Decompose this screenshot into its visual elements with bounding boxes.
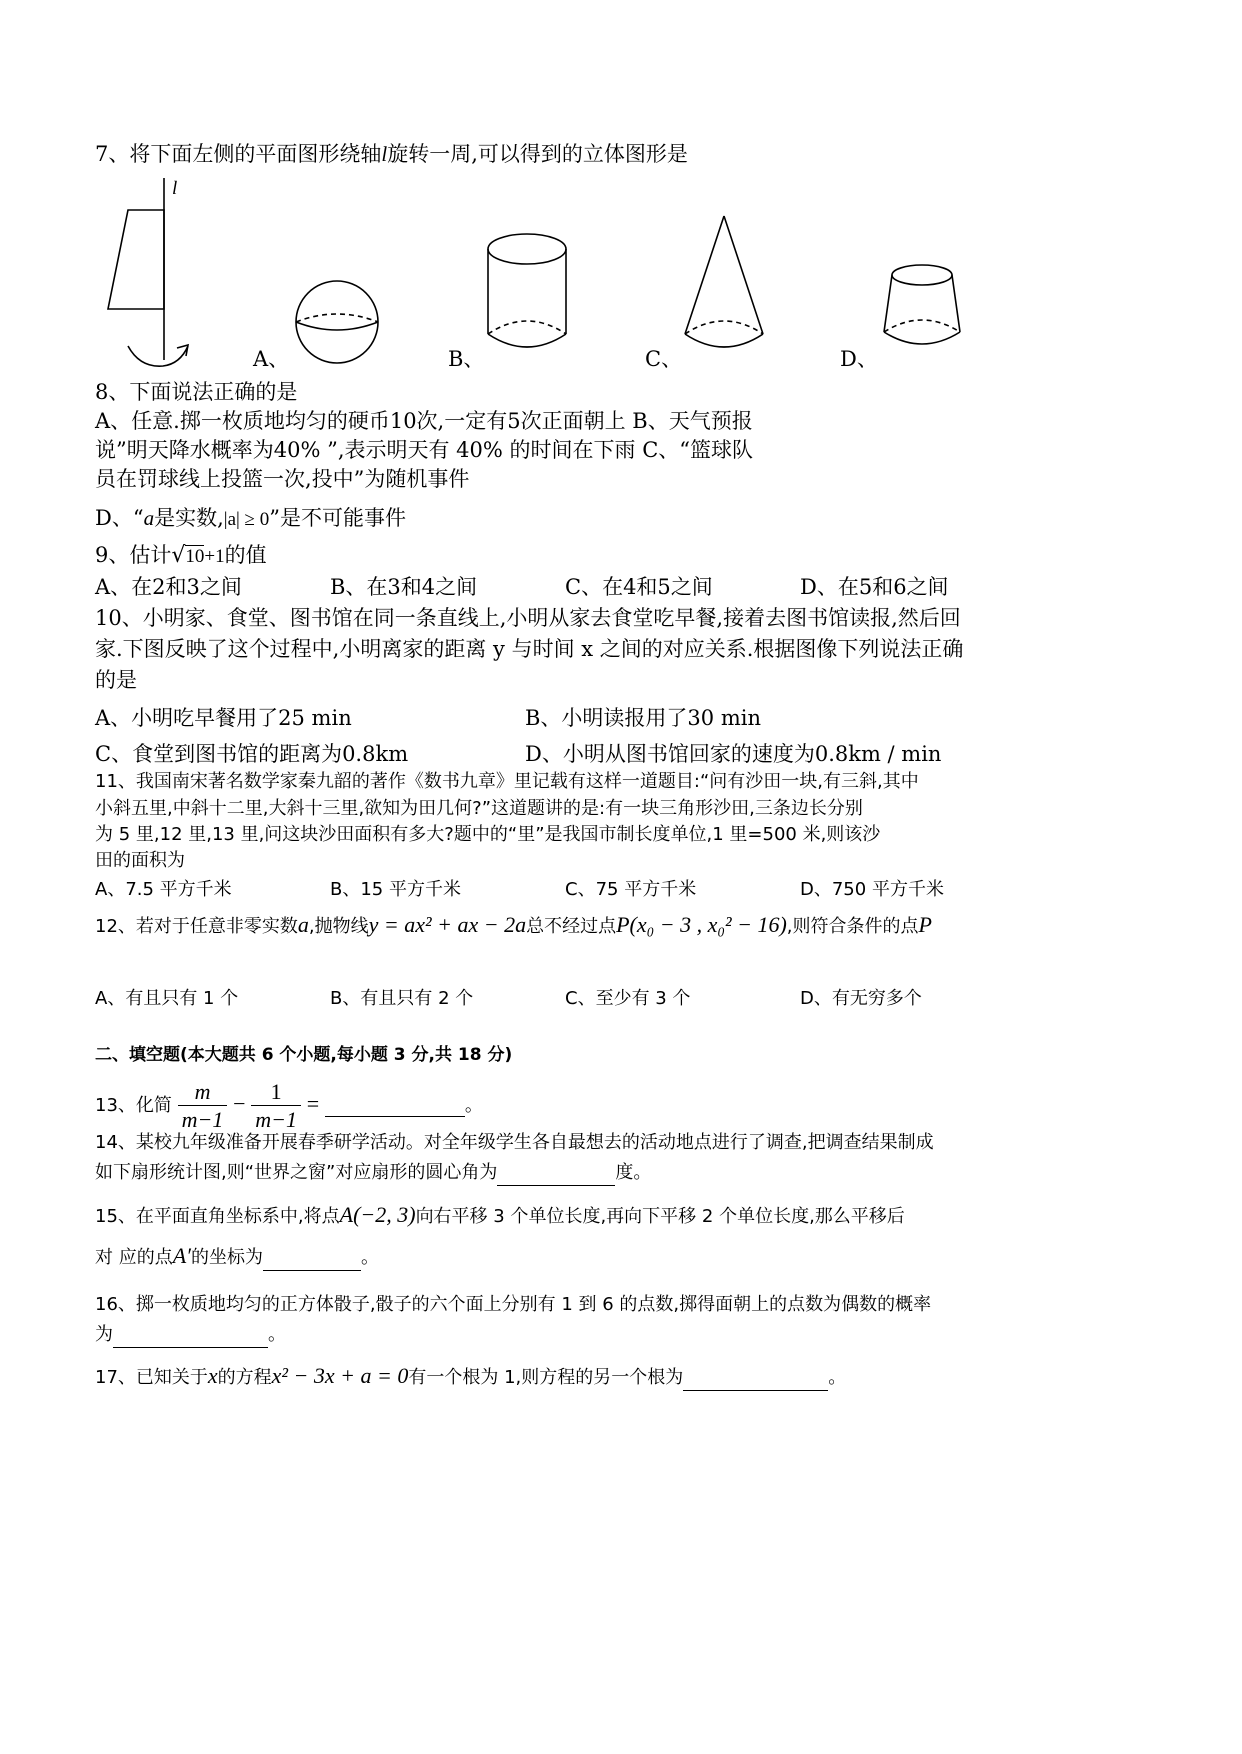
q8-line2: 说”明天降水概率为40% ”,表示明天有 40% 的时间在下雨 C、“篮球队	[95, 438, 754, 462]
q10-option-a[interactable]: A、小明吃早餐用了25 min	[95, 706, 352, 730]
sqrt-icon: √	[171, 543, 186, 568]
q16-line1: 16、掷一枚质地均匀的正方体骰子,骰子的六个面上分别有 1 到 6 的点数,掷得面朝上的点数为偶数的概率	[95, 1294, 932, 1315]
q14-line1: 14、某校九年级准备开展春季研学活动。对全年级学生各自最想去的活动地点进行了调查,把调查结果制成	[95, 1132, 934, 1153]
q11-option-b[interactable]: B、15 平方千米	[330, 879, 461, 900]
option-b-cylinder	[488, 234, 566, 347]
answer-blank[interactable]	[497, 1165, 615, 1186]
q7-option-d[interactable]: D、	[840, 347, 878, 371]
q12-option-a[interactable]: A、有且只有 1 个	[95, 988, 239, 1009]
q7-option-b[interactable]: B、	[448, 347, 485, 371]
fraction-2: $\frac{1}{m-1}$	[251, 1079, 301, 1134]
q8-line3: 员在罚球线上投篮一次,投中”为随机事件	[95, 467, 470, 491]
q15-line2: 对 应的点A′的坐标为 。	[95, 1243, 379, 1271]
quadratic-equation: x² − 3x + a = 0	[271, 1363, 409, 1388]
q9-option-d[interactable]: D、在5和6之间	[800, 575, 949, 599]
q10-option-c[interactable]: C、食堂到图书馆的距离为0.8km	[95, 742, 409, 766]
q10-line1: 10、小明家、食堂、图书馆在同一条直线上,小明从家去食堂吃早餐,接着去图书馆读报,然后回	[95, 606, 961, 630]
q11-line3: 为 5 里,12 里,13 里,问这块沙田面积有多大?题中的“里”是我国市制长度单位,1 里=500 米,则该沙	[95, 824, 881, 845]
q7-figures	[0, 170, 1242, 410]
point-a: A(−2, 3)	[339, 1202, 416, 1227]
q11-line4: 田的面积为	[95, 850, 185, 871]
option-a-sphere	[296, 281, 378, 363]
q11-line2: 小斜五里,中斜十二里,大斜十三里,欲知为田几何?”这道题讲的是:有一块三角形沙田,三条边长分别	[95, 798, 863, 819]
q8-line4: D、“a是实数,|a| ≥ 0”是不可能事件	[95, 506, 406, 530]
axis-var: l	[381, 142, 388, 166]
q8-stem: 8、下面说法正确的是	[95, 380, 298, 404]
point-expression: P(x₀ − 3 , x₀² − 16)	[616, 912, 787, 937]
answer-blank[interactable]	[263, 1250, 361, 1271]
q9-stem: 9、估计√10+1的值	[95, 543, 267, 568]
q17-stem: 17、已知关于x的方程x² − 3x + a = 0有一个根为 1,则方程的另一个根为 。	[95, 1363, 846, 1391]
parabola-equation: y = ax² + ax − 2a	[368, 912, 527, 937]
option-c-cone	[685, 216, 763, 347]
option-d-frustum	[884, 265, 960, 344]
q11-option-c[interactable]: C、75 平方千米	[565, 879, 697, 900]
q14-line2: 如下扇形统计图,则“世界之窗”对应扇形的圆心角为 度。	[95, 1160, 651, 1186]
q15-line1: 15、在平面直角坐标系中,将点A(−2, 3)向右平移 3 个单位长度,再向下平移 2 个单位长度,那么平移后	[95, 1202, 905, 1227]
q11-option-a[interactable]: A、7.5 平方千米	[95, 879, 232, 900]
q12-option-d[interactable]: D、有无穷多个	[800, 988, 922, 1009]
q11-line1: 11、我国南宋著名数学家秦九韶的著作《数书九章》里记载有这样一道题目:“问有沙田一块,有三斜,其中	[95, 771, 919, 792]
q10-line2: 家.下图反映了这个过程中,小明离家的距离 y 与时间 x 之间的对应关系.根据图像下列说法正确	[95, 637, 964, 661]
q7-option-a[interactable]: A、	[253, 347, 290, 371]
q12-stem: 12、若对于任意非零实数a,抛物线y = ax² + ax − 2a总不经过点P(x₀ − 3 , x₀² − 16),则符合条件的点P	[95, 912, 932, 937]
section-heading: 二、填空题(本大题共 6 个小题,每小题 3 分,共 18 分)	[95, 1045, 513, 1065]
q13-stem: 13、化简 $\frac{m}{m-1}$ − $\frac{1}{m-1}$ = 。	[95, 1078, 483, 1132]
answer-blank[interactable]	[113, 1327, 268, 1348]
q16-line2: 为 。	[95, 1322, 286, 1348]
q10-line3: 的是	[95, 668, 137, 692]
answer-blank[interactable]	[325, 1096, 465, 1117]
q10-option-b[interactable]: B、小明读报用了30 min	[525, 706, 761, 730]
q10-option-d[interactable]: D、小明从图书馆回家的速度为0.8km / min	[525, 742, 942, 766]
fraction-1: $\frac{m}{m-1}$	[178, 1079, 228, 1134]
figure-axis-label: l	[172, 178, 178, 199]
rotation-arrow-icon	[128, 346, 188, 366]
q12-option-b[interactable]: B、有且只有 2 个	[330, 988, 474, 1009]
q7-stem: 7、将下面左侧的平面图形绕轴l旋转一周,可以得到的立体图形是	[95, 142, 688, 166]
q11-option-d[interactable]: D、750 平方千米	[800, 879, 944, 900]
q9-option-b[interactable]: B、在3和4之间	[330, 575, 478, 599]
q7-option-c[interactable]: C、	[645, 347, 683, 371]
q12-option-c[interactable]: C、至少有 3 个	[565, 988, 691, 1009]
rotation-figure	[108, 178, 188, 366]
q9-option-a[interactable]: A、在2和3之间	[95, 575, 242, 599]
q9-option-c[interactable]: C、在4和5之间	[565, 575, 713, 599]
q8-line1: A、任意.掷一枚质地均匀的硬币10次,一定有5次正面朝上 B、天气预报	[95, 409, 753, 433]
answer-blank[interactable]	[683, 1370, 828, 1391]
